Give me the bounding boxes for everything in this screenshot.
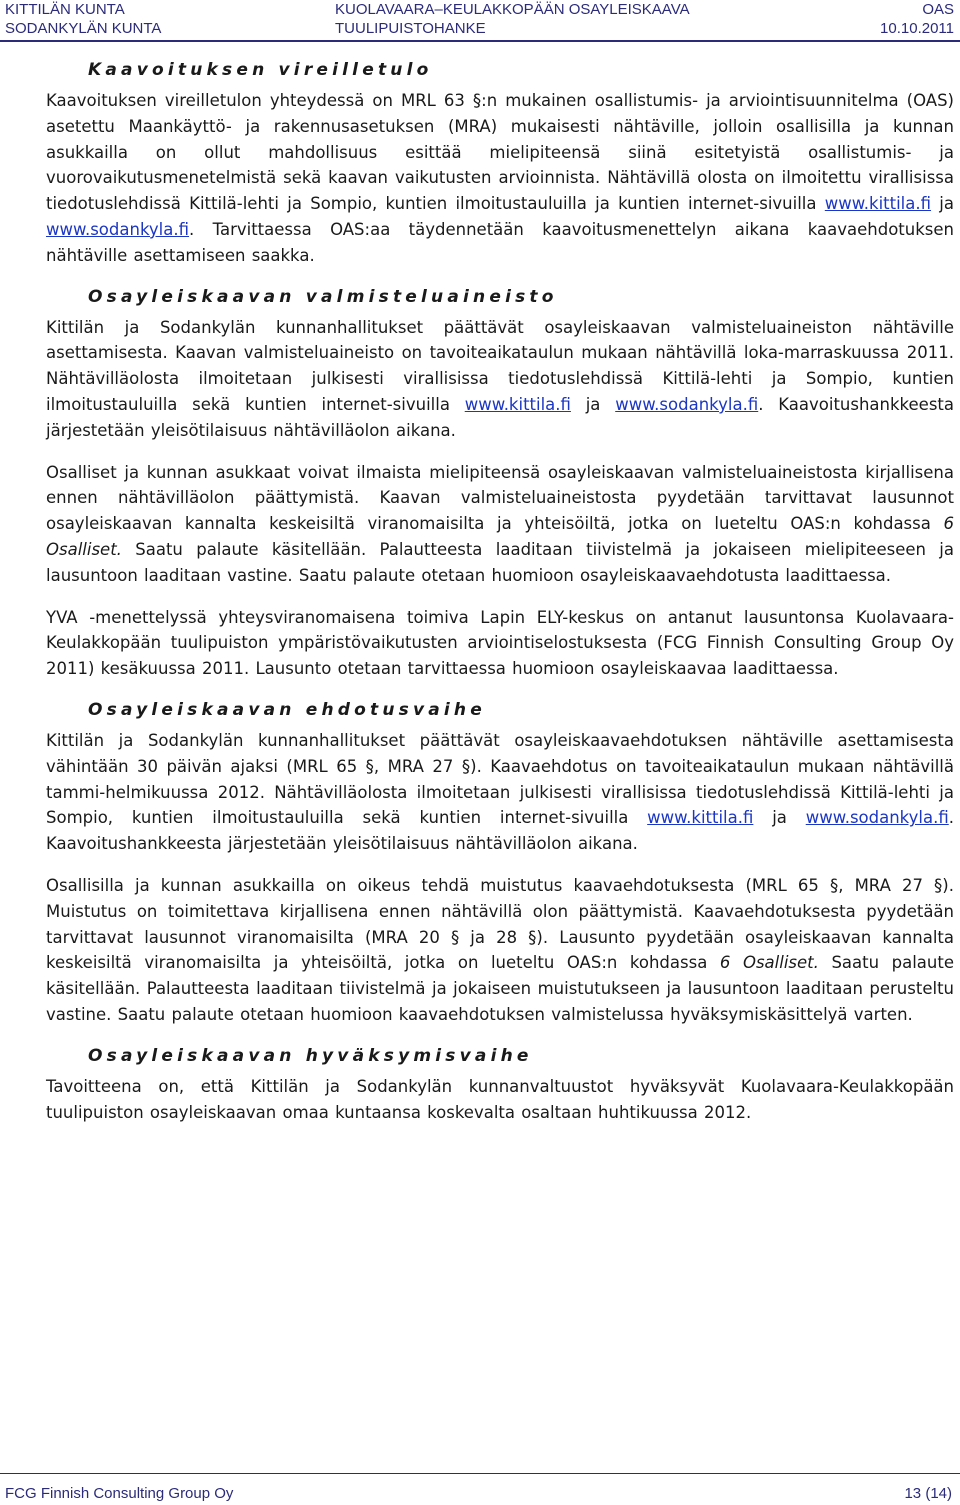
footer-divider <box>0 1473 960 1474</box>
paragraph-text: Kittilän ja Sodankylän kunnanhallitukset päättävät osayleiskaavaehdotuksen nähtäville asettamisesta vähintään 30 päivän ajaksi (MRL 65 §, MRA 27 §). Kaavaehdotus on tavoiteaikataulun mukaan nähtävillä tammi-helmikuussa 2012. Nähtävilläolosta ilmoitetaan julkisesti virallisissa tiedotuslehdissä Kittilä-lehti ja Sompio, kuntien ilmoitustauluilla sekä kuntien internet-sivuilla <box>46 730 954 828</box>
page-header <box>0 0 960 44</box>
sodankyla-link[interactable]: www.sodankyla.fi <box>615 394 759 414</box>
paragraph-text: Kaavoituksen vireilletulon yhteydessä on MRL 63 §:n mukainen osallistumis- ja arviointisuunnitelma (OAS) asetettu Maankäyttö- ja rakennusasetuksen (MRA) mukaisesti nähtäville, jolloin osallisilla ja kunnan asukkailla on ollut mahdollisuus esittää mielipiteensä siinä esitetyistä osallistumis- ja vuorovaikutusmenetelmistä sekä kaavan vaikutusten arvioinnista. Nähtävillä olosta on ilmoitettu virallisissa tiedotuslehdissä Kittilä-lehti ja Sompio, kuntien ilmoitustauluilla ja kuntien internet-sivuilla <box>46 91 954 214</box>
paragraph <box>46 460 954 589</box>
paragraph-text: . Kaavoitushankkeesta järjestetään yleisötilaisuus nähtävilläolon aikana. <box>46 808 954 854</box>
section-heading: Osayleiskaavan hyväksymisvaihe <box>88 1045 533 1066</box>
paragraph-text: ja <box>753 808 806 828</box>
footer-company: FCG Finnish Consulting Group Oy <box>5 1485 234 1502</box>
page-number: 13 (14) <box>904 1485 952 1502</box>
paragraph-text: Saatu palaute käsitellään. Palautteesta laaditaan tiivistelmä ja jokaiseen muistutukseen ja lausuntoon laaditaan perusteltu vastine. Saatu palaute otetaan huomioon kaavaehdotuksen valmistelussa hyväksymiskäsittelyä varten. <box>46 953 954 1024</box>
paragraph-text: ja <box>931 194 954 214</box>
header-project-name: TUULIPUISTOHANKE <box>335 20 486 37</box>
sodankyla-link[interactable]: www.sodankyla.fi <box>46 219 190 239</box>
header-divider <box>0 40 960 42</box>
osalliset-reference: 6 Osalliset. <box>719 953 819 973</box>
document-body <box>46 58 954 1141</box>
header-doc-type: OAS <box>922 1 954 18</box>
paragraph-text: . Tarvittaessa OAS:aa täydennetään kaavoitusmenettelyn aikana kaavaehdotuksen nähtäville asettamiseen saakka. <box>46 219 954 265</box>
kittila-link[interactable]: www.kittila.fi <box>647 808 754 828</box>
kittila-link[interactable]: www.kittila.fi <box>464 394 571 414</box>
paragraph <box>46 873 954 1028</box>
paragraph: YVA -menettelyssä yhteysviranomaisena toimiva Lapin ELY-keskus on antanut lausuntonsa Kuolavaara-Keulakkopään tuulipuiston ympäristövaikutusten arviointiselostuksesta (FCG Finnish Consulting Group Oy 2011) kesäkuussa 2011. Lausunto otetaan tarvittaessa huomioon osayleiskaavaa laadittaessa. <box>46 607 954 679</box>
section-heading: Osayleiskaavan ehdotusvaihe <box>88 699 486 720</box>
paragraph-text: . Kaavoitushankkeesta järjestetään yleisötilaisuus nähtävilläolon aikana. <box>46 394 954 440</box>
page-footer <box>0 1473 960 1505</box>
section-heading: Osayleiskaavan valmisteluaineisto <box>88 286 558 307</box>
paragraph: Tavoitteena on, että Kittilän ja Sodankylän kunnanvaltuustot hyväksyvät Kuolavaara-Keulakkopään tuulipuiston osayleiskaavan omaa kuntaansa koskevalta osaltaan huhtikuussa 2012. <box>46 1076 954 1122</box>
osalliset-reference: 6 Osalliset. <box>46 514 954 559</box>
section-heading: Kaavoituksen vireilletulo <box>88 60 433 80</box>
paragraph-text: Kittilän ja Sodankylän kunnanhallitukset päättävät osayleiskaavan valmisteluaineiston nähtäville asettamisesta. Kaavan valmisteluaineisto on tavoiteaikataulun mukaan nähtävillä loka-marraskuussa 2011. Nähtävilläolosta ilmoitetaan julkisesti virallisissa tiedotuslehdissä Kittilä-lehti ja Sompio, kuntien ilmoitustauluilla sekä kuntien internet-sivuilla <box>46 317 954 414</box>
kittila-link[interactable]: www.kittila.fi <box>824 194 932 214</box>
header-plan-name: KUOLAVAARA–KEULAKKOPÄÄN OSAYLEISKAAVA <box>335 1 690 18</box>
paragraph <box>46 88 954 269</box>
paragraph-text: Osalliset ja kunnan asukkaat voivat ilmaista mielipiteensä osayleiskaavan valmisteluaineistosta kirjallisena ennen nähtävilläolon päättymistä. Kaavan valmisteluaineistosta pyydetään tarvittavat lausunnot osayleiskaavan kannalta keskeisiltä viranomaisilta ja yhteisöiltä, jotka on lueteltu OAS:n kohdassa <box>46 462 954 534</box>
sodankyla-link[interactable]: www.sodankyla.fi <box>805 808 949 828</box>
header-municipality-2: SODANKYLÄN KUNTA <box>5 20 162 37</box>
paragraph-text: Osallisilla ja kunnan asukkailla on oikeus tehdä muistutus kaavaehdotuksesta (MRL 65 §, MRA 27 §). Muistutus on toimitettava kirjallisena ennen nähtävillä olon päättymistä. Kaavaehdotuksesta pyydetään tarvittavat lausunnot viranomaisilta (MRA 20 § ja 28 §). Lausunto pyydetään osayleiskaavan kannalta keskeisiltä viranomaisilta ja yhteisöiltä, jotka on lueteltu OAS:n kohdassa <box>46 875 954 973</box>
header-date: 10.10.2011 <box>880 20 954 37</box>
paragraph <box>46 315 954 444</box>
paragraph-text: ja <box>570 394 616 414</box>
header-municipality-1: KITTILÄN KUNTA <box>5 1 125 18</box>
paragraph <box>46 728 954 857</box>
paragraph-text: Saatu palaute käsitellään. Palautteesta laaditaan tiivistelmä ja jokaiseen mielipiteeseen ja lausuntoon laaditaan vastine. Saatu palaute otetaan huomioon osayleiskaavaehdotusta laadittaessa. <box>46 539 954 585</box>
